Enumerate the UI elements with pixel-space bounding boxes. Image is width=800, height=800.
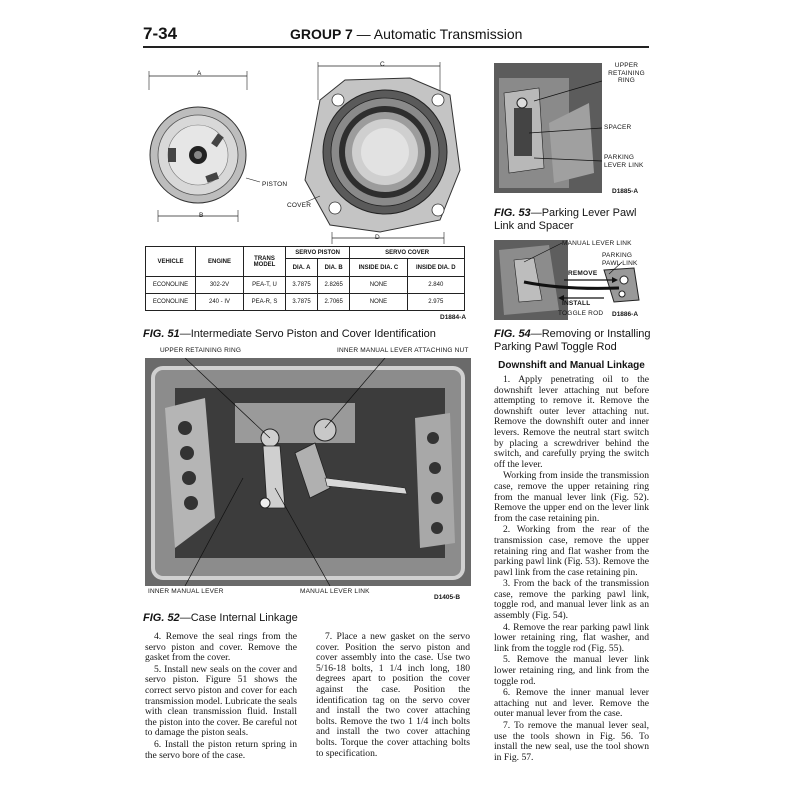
cell: NONE [350,277,407,294]
cell: PEA-R, S [244,294,286,311]
section-heading: Downshift and Manual Linkage [498,360,645,371]
fig51-servo-illustration [140,60,480,245]
cell: 2.975 [407,294,464,311]
fig51-code: D1884-A [440,314,467,321]
fig52-case-photo [145,358,471,586]
servo-spec-table [145,246,465,311]
column-2-text [316,632,470,760]
paragraph: 4. Remove the seal rings from the servo piston and cover. Remove the gasket from the cover. [145,631,297,664]
manual-lever-link-label: MANUAL LEVER LINK [300,588,370,595]
piston-label: PISTON [262,181,288,188]
paragraph: 5. Install new seals on the cover and servo piston. Figure 51 shows the correct servo piston and cover for each transmission model. Lubricate the seals with clean transmission fluid. Install the piston into the cover. Be careful not to damage the piston seals. [145,663,297,739]
paragraph: 3. From the back of the transmission case, remove the parking pawl link, toggle rod, and manual lever link as an assembly (Fig. 54). [494,578,649,622]
fig53-photo [494,63,602,193]
fig53-spacer-label: SPACER [604,124,632,131]
th-dia-b: DIA. B [318,259,350,277]
cell: 2.840 [407,277,464,294]
paragraph: 1. Apply penetrating oil to the downshift lever attaching nut before attempting to remove it. Remove the downshift outer lever attaching nut. Remove the downshift outer and inner levers. Remove the neutral start switch by placing a screwdriver behind the switch, and carefully prying the switch off the lever. [494,374,649,470]
paragraph: Working from inside the transmission case, remove the upper retaining ring from the manual lever link (Fig. 52). Remove the upper end on the lever link from the case retaining pin. [494,470,649,524]
inner-manual-lever-label: INNER MANUAL LEVER [148,588,224,595]
cover-label: COVER [287,202,312,209]
cell: ECONOLINE [146,277,196,294]
dim-b-label: B [199,212,204,219]
fig54-pawl-link-label: PARKING PAWL LINK [602,252,638,267]
dim-a-label: A [197,70,202,77]
paragraph: 7. To remove the manual lever seal, use the tools shown in Fig. 56. To install the new seal, use the tool shown in Fig. 57. [494,720,649,763]
fig54-caption: FIG. 54—Removing or Installing Parking Pawl Toggle Rod [494,328,651,353]
cell: 2.7065 [318,294,350,311]
paragraph: 5. Remove the manual lever link lower retaining ring, and link from the toggle rod. [494,654,649,687]
fig54-remove-label: REMOVE [568,270,598,277]
paragraph: 4. Remove the rear parking pawl link lower retaining ring, flat washer, and link from the toggle rod (Fig. 55). [494,621,649,654]
fig53-caption: FIG. 53—Parking Lever Pawl Link and Spacer [494,207,637,232]
fig54-install-label: INSTALL [562,300,591,307]
th-servo-cover: SERVO COVER [350,247,465,259]
fig53-parking-link-label: PARKING LEVER LINK [604,154,644,169]
paragraph: 2. Working from the rear of the transmission case, remove the upper retaining ring and flat washer from the parking pawl link (Fig. 53). Remove the pawl link from the case retaining pin. [494,524,649,578]
fig54-code: D1886-A [612,311,639,318]
fig54-toggle-label: TOGGLE ROD [558,310,604,317]
cell: 3.7875 [286,294,318,311]
cell: PEA-T, U [244,277,286,294]
paragraph: 6. Remove the inner manual lever attaching nut and lever. Remove the outer manual lever from the case. [494,687,649,720]
upper-retaining-ring-label: UPPER RETAINING RING [160,347,242,354]
th-servo-piston: SERVO PISTON [286,247,350,259]
th-dia-a: DIA. A [286,259,318,277]
table-row [146,294,465,311]
cell: 302-2V [196,277,244,294]
page-number: 7-34 [143,24,178,43]
th-trans: TRANS MODEL [244,247,286,277]
cell: 2.8265 [318,277,350,294]
column-3-text [494,375,649,764]
table-row [146,277,465,294]
cell: 240 - IV [196,294,244,311]
dim-c-label: C [380,61,385,68]
fig51-caption: FIG. 51—Intermediate Servo Piston and Cover Identification [143,328,436,340]
th-dia-c: INSIDE DIA. C [350,259,407,277]
column-1-text [145,632,297,762]
cell: 3.7875 [286,277,318,294]
cell: NONE [350,294,407,311]
paragraph: 7. Place a new gasket on the servo cover. Position the servo piston and cover assembly into the case. Use two 5/16-18 bolts, 1 1/4 inch long, 180 degrees apart to position the cover against the case. Position the identification tag on the servo cover and install the two cover attaching bolts. Remove the two 1 1/4 inch bolts and install the two cover attaching bolts. Torque the cover attaching bolts to specification. [316,631,470,759]
fig53-upper-ring-label: UPPER RETAINING RING [608,62,645,84]
page-header-title: GROUP 7 — Automatic Transmission [290,26,523,42]
fig54-manual-link-label: MANUAL LEVER LINK [562,240,632,247]
dim-d-label: D [375,234,380,241]
paragraph: 6. Install the piston return spring in the servo bore of the case. [145,738,297,761]
fig52-code: D1405-B [434,594,461,601]
cell: ECONOLINE [146,294,196,311]
header-rule [143,46,649,48]
fig53-code: D1885-A [612,188,639,195]
th-dia-d: INSIDE DIA. D [407,259,464,277]
th-engine: ENGINE [196,247,244,277]
fig52-caption: FIG. 52—Case Internal Linkage [143,612,298,624]
th-vehicle: VEHICLE [146,247,196,277]
inner-nut-label: INNER MANUAL LEVER ATTACHING NUT [337,347,469,354]
